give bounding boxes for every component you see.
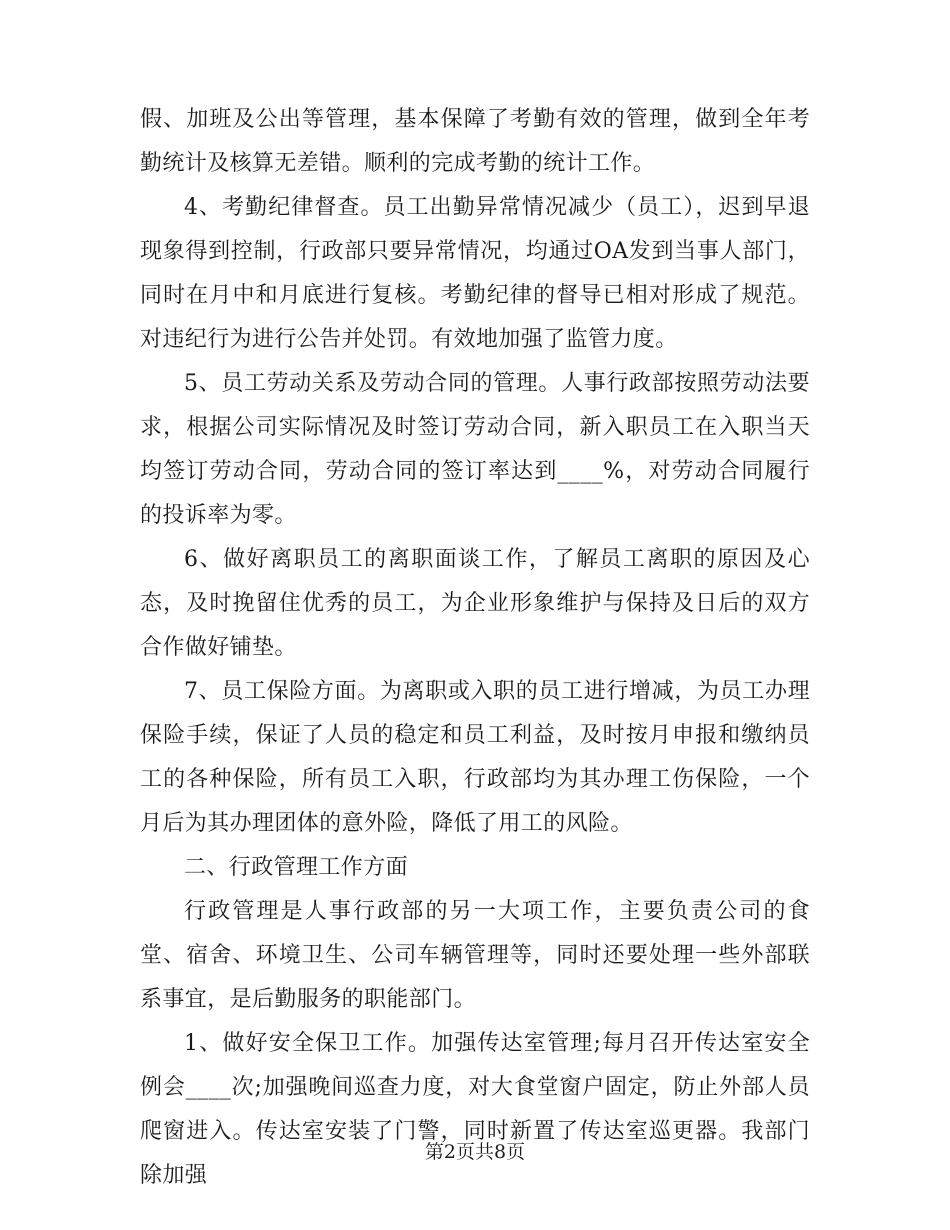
paragraph-attendance-continued: 假、加班及公出等管理，基本保障了考勤有效的管理，做到全年考勤统计及核算无差错。顺利的完成考勤的统计工作。 bbox=[140, 107, 810, 176]
document-body bbox=[140, 98, 810, 1198]
paragraph-labor-contract: 5、员工劳动关系及劳动合同的管理。人事行政部按照劳动法要求，根据公司实际情况及时签订劳动合同，新入职员工在入职当天均签订劳动合同，劳动合同的签订率达到____%，对劳动合同履行的投诉率为零。 bbox=[140, 371, 810, 528]
paragraph-admin-overview: 行政管理是人事行政部的另一大项工作，主要负责公司的食堂、宿舍、环境卫生、公司车辆管理等，同时还要处理一些外部联系事宜，是后勤服务的职能部门。 bbox=[140, 899, 810, 1012]
paragraph-attendance-discipline: 4、考勤纪律督查。员工出勤异常情况减少（员工），迟到早退现象得到控制，行政部只要异常情况，均通过OA发到当事人部门，同时在月中和月底进行复核。考勤纪律的督导已相对形成了规范。对违纪行为进行公告并处罚。有效地加强了监管力度。 bbox=[140, 195, 810, 352]
page-number-footer: 第2页共8页 bbox=[424, 1141, 526, 1163]
paragraph-security: 1、做好安全保卫工作。加强传达室管理;每月召开传达室安全例会____次;加强晚间巡查力度，对大食堂窗户固定，防止外部人员爬窗进入。传达室安装了门警，同时新置了传达室巡更器。我部门除加强 bbox=[140, 1031, 810, 1188]
paragraph-exit-interview: 6、做好离职员工的离职面谈工作，了解员工离职的原因及心态，及时挽留住优秀的员工，为企业形象维护与保持及日后的双方合作做好铺垫。 bbox=[140, 547, 810, 660]
section-heading-admin: 二、行政管理工作方面 bbox=[184, 855, 409, 880]
paragraph-employee-insurance: 7、员工保险方面。为离职或入职的员工进行增减，为员工办理保险手续，保证了人员的稳定和员工利益，及时按月申报和缴纳员工的各种保险，所有员工入职，行政部均为其办理工伤保险，一个月后为其办理团体的意外险，降低了用工的风险。 bbox=[140, 679, 810, 836]
